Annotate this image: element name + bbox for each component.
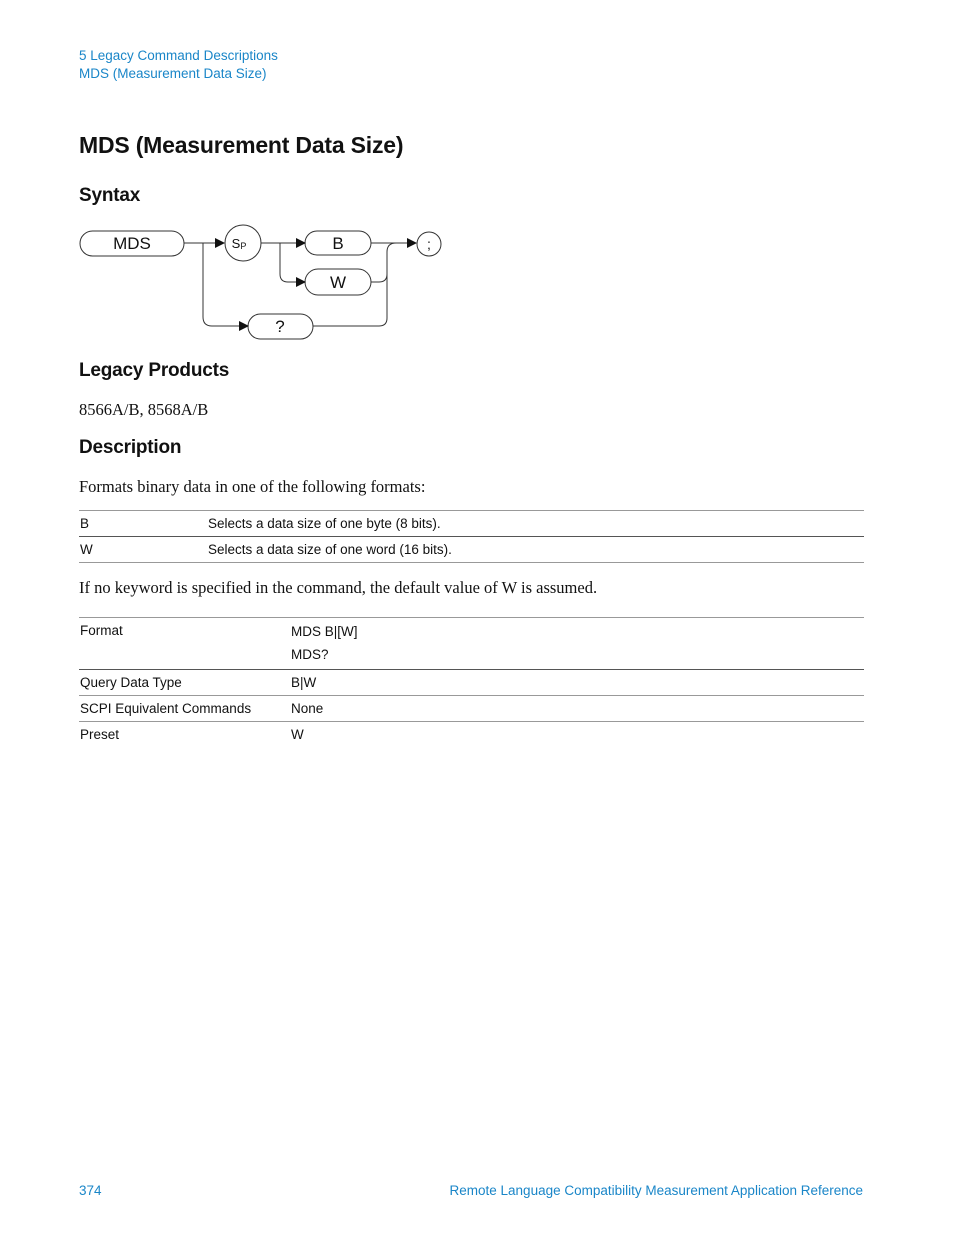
table-row (79, 722, 864, 748)
mds-label: MDS (113, 234, 151, 253)
terminator-label: ; (427, 236, 431, 252)
format-label: Format (79, 618, 290, 670)
command-info-table (79, 617, 864, 747)
scpi-label: SCPI Equivalent Commands (79, 696, 290, 722)
default-note: If no keyword is specified in the command, the default value of W is assumed. (79, 578, 598, 597)
syntax-diagram (78, 222, 448, 347)
table-row (79, 696, 864, 722)
keyword-description-cell: Selects a data size of one byte (8 bits). (207, 511, 864, 537)
format-values (290, 618, 864, 670)
w-label: W (329, 273, 347, 292)
keyword-description-cell: Selects a data size of one word (16 bits). (207, 537, 864, 563)
format-value-set: MDS B|[W] (291, 624, 358, 639)
description-intro: Formats binary data in one of the following formats: (79, 477, 426, 496)
format-keyword-table (79, 510, 864, 563)
preset-value: W (291, 727, 304, 742)
page-title: MDS (Measurement Data Size) (79, 132, 404, 158)
table-row (79, 670, 864, 696)
keyword-cell: B (79, 511, 207, 537)
format-value-query: MDS? (291, 647, 329, 662)
page-number: 374 (79, 1183, 102, 1198)
breadcrumb-chapter[interactable]: 5 Legacy Command Descriptions (79, 48, 278, 63)
keyword-cell: W (79, 537, 207, 563)
breadcrumb (79, 47, 278, 83)
svg-text:SP (232, 236, 247, 251)
query-label: ? (275, 317, 285, 336)
document-title: Remote Language Compatibility Measurement Application Reference (449, 1183, 863, 1198)
breadcrumb-section[interactable]: MDS (Measurement Data Size) (79, 66, 267, 81)
legacy-heading: Legacy Products (79, 360, 230, 381)
table-row (79, 618, 864, 670)
scpi-value: None (290, 696, 864, 722)
query-type-label: Query Data Type (79, 670, 290, 696)
b-label: B (332, 234, 344, 253)
query-type-value: B|W (290, 670, 864, 696)
sp-label: S (231, 236, 241, 251)
table-row (79, 537, 864, 563)
table-row (79, 511, 864, 537)
syntax-heading: Syntax (79, 185, 141, 206)
legacy-products: 8566A/B, 8568A/B (79, 400, 209, 419)
description-heading: Description (79, 437, 182, 458)
sp-sub-label: P (240, 241, 247, 251)
preset-label: Preset (80, 727, 120, 742)
